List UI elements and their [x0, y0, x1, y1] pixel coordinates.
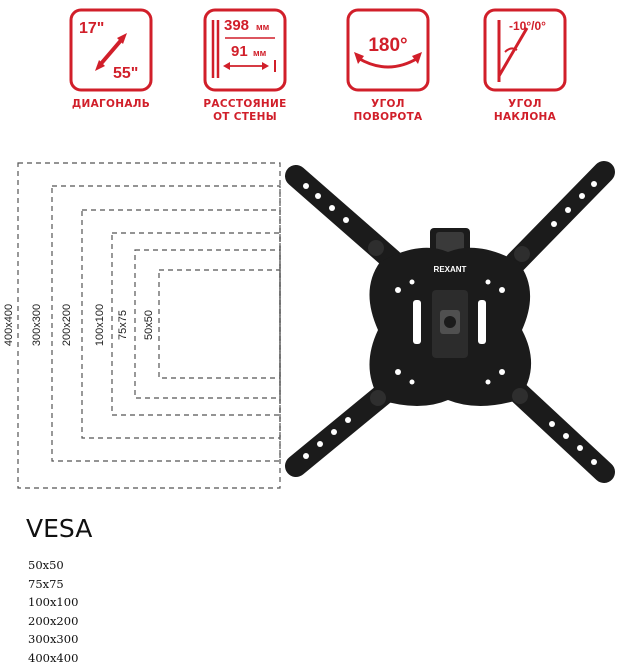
list-item: 50x50: [28, 558, 64, 572]
feature-diagonal: [46, 8, 176, 111]
diagonal-max: 55": [113, 65, 139, 82]
tilt-icon: [483, 8, 567, 92]
tilt-angle: -10°/0°: [509, 19, 546, 33]
vesa-100-outline: [112, 233, 280, 415]
bracket-diagram: [0, 150, 624, 500]
bracket-arm-top-right: [516, 172, 604, 262]
vesa-label-300: 300x300: [31, 303, 43, 347]
rotation-angle: 180°: [368, 35, 408, 56]
wall-distance-caption: РАССТОЯНИЕ ОТ СТЕНЫ: [203, 98, 287, 123]
vesa-300-outline: [52, 186, 280, 461]
wall-bracket: [296, 172, 604, 472]
list-item: 100x100: [28, 595, 79, 609]
list-item: 75x75: [28, 576, 64, 591]
list-item: 400x400: [28, 650, 79, 665]
brand-logo: REXANT: [433, 265, 467, 274]
diagonal-caption: ДИАГОНАЛЬ: [71, 98, 151, 110]
diagonal-min: 17": [79, 20, 105, 37]
feature-rotation: [323, 8, 453, 124]
vesa-label-50: 50x50: [143, 310, 155, 340]
vesa-label-400: 400x400: [3, 303, 15, 347]
min-distance-value: 91: [231, 43, 248, 60]
list-item: 200x200: [28, 613, 79, 628]
rotation-caption: УГОЛ ПОВОРОТА: [353, 98, 423, 123]
vesa-list: [28, 556, 78, 667]
svg-text:мм: мм: [253, 48, 267, 58]
rotation-icon: [346, 8, 430, 92]
vesa-label-100: 100x100: [94, 303, 106, 347]
diagonal-icon: [69, 8, 153, 92]
feature-tilt: [460, 8, 590, 124]
vesa-title: VESA: [26, 514, 93, 543]
feature-wall-distance: [180, 8, 310, 124]
tilt-caption: УГОЛ НАКЛОНА: [493, 98, 557, 123]
vesa-label-75: 75x75: [117, 310, 129, 340]
vesa-label-200: 200x200: [61, 303, 73, 347]
vesa-50-outline: [159, 270, 280, 378]
bracket-arm-bottom-right: [518, 392, 604, 472]
vesa-75-outline: [135, 250, 280, 398]
list-item: 300x300: [28, 632, 79, 646]
svg-text:мм: мм: [256, 22, 270, 32]
max-distance: 398: [224, 17, 250, 34]
wall-distance-icon: [203, 8, 287, 92]
